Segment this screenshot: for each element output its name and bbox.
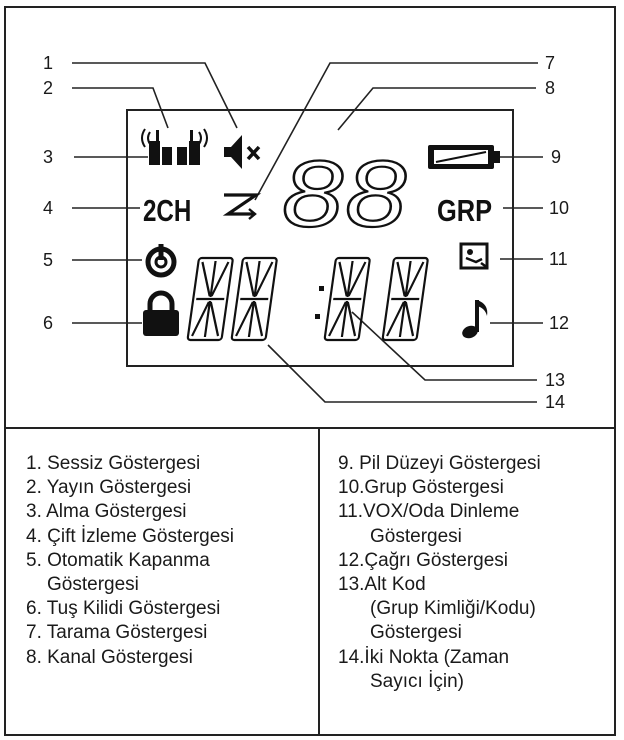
callout-8: 8 [545,78,556,98]
subcode-digits [187,258,428,340]
callout-14: 14 [545,392,566,412]
callout-12: 12 [549,313,570,333]
legend-item-13-cont-1: (Grup Kimliği/Kodu) [370,598,536,620]
subcode-digit-1 [187,258,233,340]
legend-item-11-cont: Göstergesi [370,525,462,547]
legend-item-6: 6. Tuş Kilidi Göstergesi [26,598,221,620]
legend-item-11: 11.VOX/Oda Dinleme [338,501,520,523]
leader-line-2 [72,88,168,128]
key-lock-icon [143,293,179,336]
callout-11: 11 [549,249,568,269]
legend-item-5: 5. Otomatik Kapanma [26,549,210,571]
auto-power-off-icon [148,244,174,275]
legend-item-13-cont-2: Göstergesi [370,622,462,644]
callout-13: 13 [545,370,566,390]
callout-4: 4 [43,198,54,218]
subcode-digit-3 [324,258,370,340]
callout-5: 5 [43,250,54,270]
legend-item-10: 10.Grup Göstergesi [338,477,504,499]
group-indicator: GRP [437,193,493,229]
leader-line-1 [72,63,237,128]
legend-item-14-cont: Sayıcı İçin) [370,670,464,692]
call-icon [460,300,487,340]
leader-line-14 [268,345,537,402]
legend-item-13: 13.Alt Kod [338,574,426,596]
legend-left-column [26,452,234,670]
legend-right-column [338,452,541,694]
legend-item-2: 2. Yayın Göstergesi [26,477,192,499]
callout-6: 6 [43,313,54,333]
legend-item-8: 8. Kanal Göstergesi [26,646,193,668]
vertical-divider [318,428,320,736]
legend-item-12: 12.Çağrı Göstergesi [338,549,509,571]
legend-item-14: 14.İki Nokta (Zaman [338,646,510,668]
legend-item-5-cont: Göstergesi [47,574,139,596]
legend-item-1: 1. Sessiz Göstergesi [26,453,201,474]
subcode-digit-4 [382,258,428,340]
callout-10: 10 [549,198,570,218]
callout-7: 7 [545,53,556,73]
callout-1: 1 [43,53,54,73]
vox-room-monitor-icon [461,244,488,268]
subcode-digit-2 [231,258,277,340]
legend-item-9: 9. Pil Düzeyi Göstergesi [338,453,541,474]
legend-item-3: 3. Alma Göstergesi [26,501,187,523]
dual-watch-indicator: 2CH [142,193,192,228]
battery-icon [428,145,500,169]
mute-icon [224,135,259,169]
callout-2: 2 [43,78,54,98]
colon-indicator [315,286,324,319]
legend-item-4: 4. Çift İzleme Göstergesi [26,525,235,547]
scan-icon [224,195,256,219]
callout-3: 3 [43,147,54,167]
callout-9: 9 [551,147,562,167]
receive-icon [142,129,207,165]
channel-digits: 88 [282,141,409,247]
legend-item-7: 7. Tarama Göstergesi [26,622,208,644]
